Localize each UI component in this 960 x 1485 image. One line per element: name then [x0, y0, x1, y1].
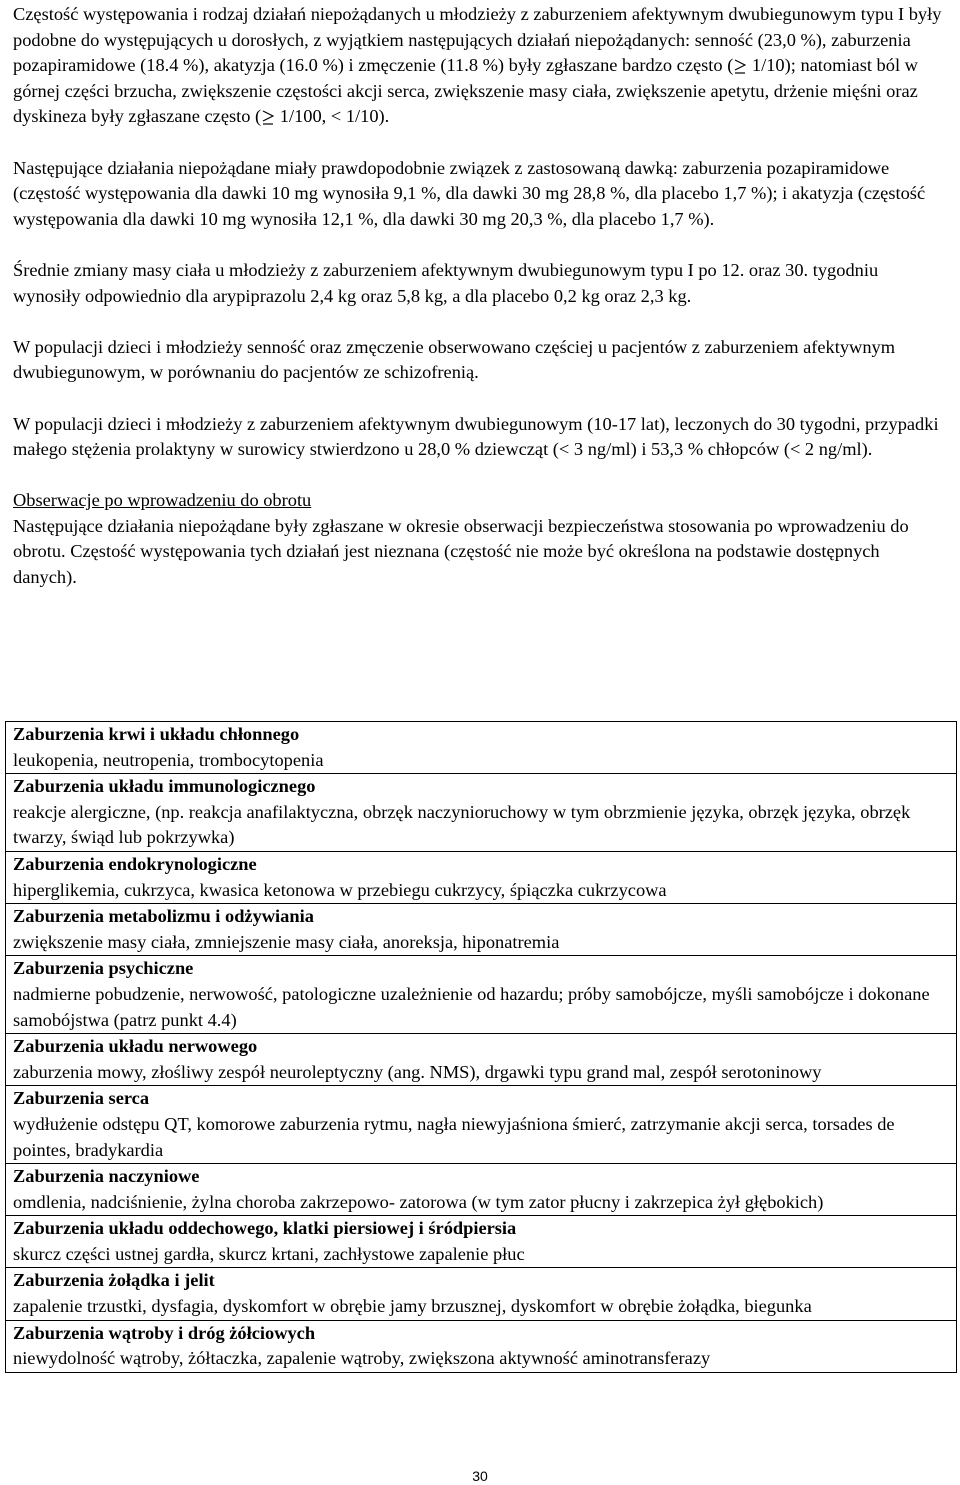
soc-title: Zaburzenia krwi i układu chłonnego — [13, 724, 300, 744]
soc-title: Zaburzenia psychiczne — [13, 958, 194, 979]
paragraph-dose-related-events: Następujące działania niepożądane miały prawdopodobnie związek z zastosowaną dawką: zaburzenia pozapiramidowe (częstość występowania dla dawki 10 mg wynosiła 9,1 %, dla dawki 30 mg 28,8 %, dla placebo 1,7 %); i akatyzja (częstość występowania dla dawki 10 mg wynosiła 12,1 %, dla dawki 30 mg 20,3 %, dla placebo 1,7 %). — [13, 157, 926, 229]
paragraph-text: 1/10); natomiast ból w górnej części brzucha, zwiększenie częstości akcji serca, zwiększenie masy ciała, zwiększenie apetytu, drżenie mięśni oraz dyskineza były zgłaszane często ( — [13, 55, 918, 127]
section-heading: Obserwacje po wprowadzeniu do obrotu — [13, 490, 312, 511]
soc-title: Zaburzenia układu immunologicznego — [13, 776, 316, 797]
table-cell — [6, 1268, 957, 1320]
adverse-reactions-table — [5, 721, 957, 1373]
soc-text: reakcje alergiczne, (np. reakcja anafilaktyczna, obrzęk naczynioruchowy w tym obrzmienie języka, obrzęk języka, obrzęk twarzy, świąd lub pokrzywka) — [13, 801, 911, 848]
paragraph-prolactin: W populacji dzieci i młodzieży z zaburzeniem afektywnym dwubiegunowym (10-17 lat), leczonych do 30 tygodni, przypadki małego stężenia prolaktyny w surowicy stwierdzono u 28,0 % dziewcząt (< 3 ng/ml) i 53,3 % chłopców (< 2 ng/ml). — [13, 413, 939, 460]
table-cell — [6, 904, 957, 956]
table-cell — [6, 1086, 957, 1164]
soc-title: Zaburzenia wątroby i dróg żółciowych — [13, 1322, 316, 1343]
paragraph-text: Częstość występowania i rodzaj działań niepożądanych u młodzieży z zaburzeniem afektywnym dwubiegunowym typu I były podobne do występujących u dorosłych, z wyjątkiem następujących działań niepożądanych: senność (23,0 %), zaburzenia pozapiramidowe (18.4 %), akatyzja (16.0 %) i zmęczenie (11.8 %) były zgłaszane bardzo często ( — [13, 4, 942, 76]
table-cell — [6, 851, 957, 903]
soc-text: leukopenia, neutropenia, trombocytopenia — [13, 749, 324, 770]
table-row — [6, 1086, 957, 1164]
table-cell — [6, 956, 957, 1034]
soc-title: Zaburzenia metabolizmu i odżywiania — [13, 906, 314, 927]
greater-or-equal-icon — [733, 53, 747, 79]
table-row — [6, 722, 957, 774]
table-cell — [6, 1164, 957, 1216]
table-row — [6, 1268, 957, 1320]
table-cell — [6, 722, 957, 774]
soc-title: Zaburzenia układu oddechowego, klatki piersiowej i śródpiersia — [13, 1218, 517, 1239]
paragraph-adolescent-adverse-events — [13, 2, 947, 130]
document-body — [13, 2, 947, 591]
paragraph-text: Następujące działania niepożądane były zgłaszane w okresie obserwacji bezpieczeństwa stosowania po wprowadzeniu do obrotu. Częstość występowania tych działań jest nieznana (częstość nie może być określona na podstawie dostępnych danych). — [13, 515, 909, 588]
soc-text: niewydolność wątroby, żółtaczka, zapalenie wątroby, zwiększona aktywność aminotransferazy — [13, 1348, 711, 1369]
soc-title: Zaburzenia endokrynologiczne — [13, 853, 257, 874]
table-row — [6, 1164, 957, 1216]
table-row — [6, 956, 957, 1034]
soc-title: Zaburzenia układu nerwowego — [13, 1036, 258, 1057]
page-number: 30 — [472, 1468, 488, 1484]
soc-text: omdlenia, nadciśnienie, żylna choroba zakrzepowo- zatorowa (w tym zator płucny i zakrzepica żył głębokich) — [13, 1191, 824, 1212]
table-cell — [6, 774, 957, 852]
paragraph-text: 1/100, < 1/10). — [275, 106, 390, 127]
soc-text: zapalenie trzustki, dysfagia, dyskomfort w obrębie jamy brzusznej, dyskomfort w obrębie żołądka, biegunka — [13, 1296, 812, 1317]
paragraph-somnolence-fatigue: W populacji dzieci i młodzieży senność oraz zmęczenie obserwowano częściej u pacjentów z zaburzeniem afektywnym dwubiegunowym, w porównaniu do pacjentów ze schizofrenią. — [13, 336, 896, 383]
greater-or-equal-icon — [261, 104, 275, 130]
table-cell — [6, 1216, 957, 1268]
soc-text: wydłużenie odstępu QT, komorowe zaburzenia rytmu, nagła niewyjaśniona śmierć, zatrzymanie akcji serca, torsades de pointes, bradykardia — [13, 1113, 895, 1160]
paragraph-weight-changes: Średnie zmiany masy ciała u młodzieży z zaburzeniem afektywnym dwubiegunowym typu I po 12. oraz 30. tygodniu wynosiły odpowiednio dla arypiprazolu 2,4 kg oraz 5,8 kg, a dla placebo 0,2 kg oraz 2,3 kg. — [13, 259, 879, 306]
table-row — [6, 1034, 957, 1086]
table-cell — [6, 1034, 957, 1086]
table-row — [6, 1320, 957, 1372]
soc-text: nadmierne pobudzenie, nerwowość, patologiczne uzależnienie od hazardu; próby samobójcze, myśli samobójcze i dokonane samobójstwa (patrz punkt 4.4) — [13, 983, 930, 1030]
table-row — [6, 904, 957, 956]
table-cell — [6, 1320, 957, 1372]
soc-text: zaburzenia mowy, złośliwy zespół neuroleptyczny (ang. NMS), drgawki typu grand mal, zespół serotoninowy — [13, 1061, 822, 1082]
soc-title: Zaburzenia żołądka i jelit — [13, 1270, 215, 1291]
soc-text: hiperglikemia, cukrzyca, kwasica ketonowa w przebiegu cukrzycy, śpiączka cukrzycowa — [13, 879, 667, 900]
soc-text: skurcz części ustnej gardła, skurcz krtani, zachłystowe zapalenie płuc — [13, 1243, 525, 1264]
table-row — [6, 774, 957, 852]
soc-title: Zaburzenia serca — [13, 1088, 150, 1109]
section-postmarketing — [13, 488, 947, 590]
soc-title: Zaburzenia naczyniowe — [13, 1166, 200, 1187]
table-row — [6, 851, 957, 903]
table-row — [6, 1216, 957, 1268]
soc-text: zwiększenie masy ciała, zmniejszenie masy ciała, anoreksja, hiponatremia — [13, 931, 560, 952]
